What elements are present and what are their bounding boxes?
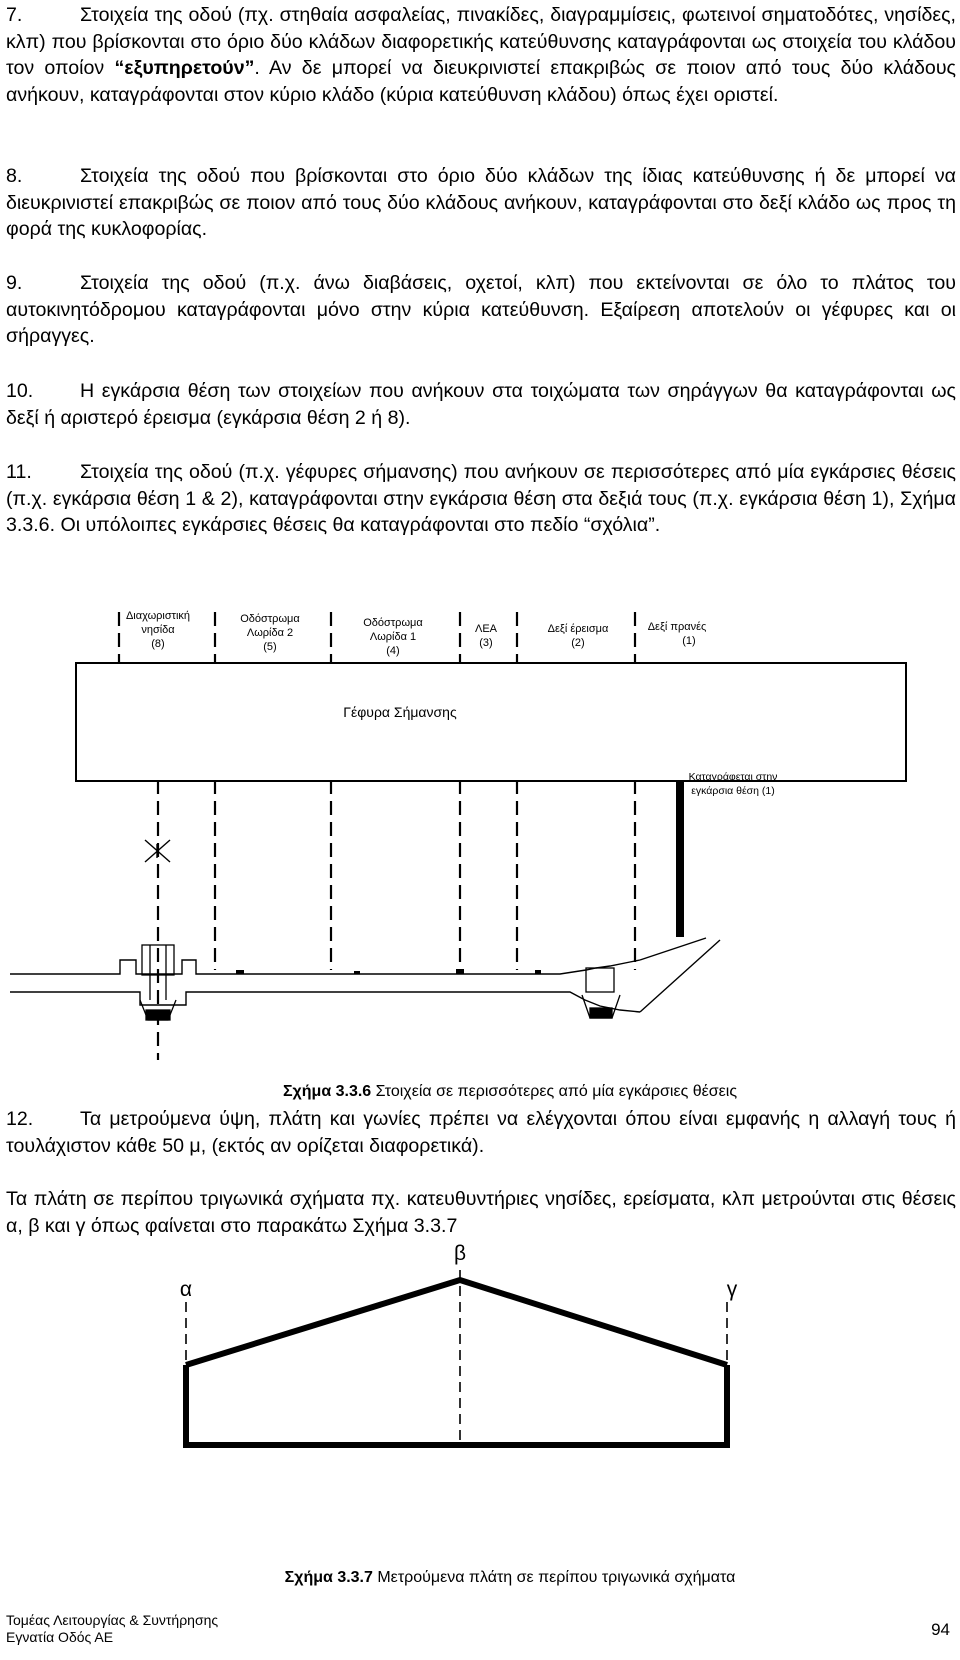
label-alpha: α [179,1278,193,1301]
footer-organization: Εγνατία Οδός ΑΕ [6,1629,114,1645]
paragraph-text: Στοιχεία της οδού (πχ. στηθαία ασφαλείας, πινακίδες, διαγραμμίσεις, φωτεινοί σηματοδότες, νησίδες, κλπ) που βρίσκονται στο όριο δύο κλάδων διαφορετικής κατεύθυνσης καταγράφονται ως στοιχεία του κλάδου τον οποίον [6,4,956,79]
column-label: (8) [151,638,165,650]
column-label: (4) [386,645,400,657]
figure-3-3-7-drawing [0,1240,960,1540]
column-label: Λωρίδα 1 [369,631,417,643]
page-number: 94 [931,1620,950,1639]
paragraph-13 [6,1186,956,1239]
column-label: Οδόστρωμα [363,617,423,629]
column-label: Διαχωριστική [125,610,191,622]
label-beta: β [453,1242,467,1265]
paragraph-9 [6,270,956,350]
paragraph-text: Η εγκάρσια θέση των στοιχείων που ανήκουν στα τοιχώματα των σηράγγων θα καταγράφονται ως δεξί ή αριστερό έρεισμα (εγκάρσια θέση 2 ή 8). [6,380,956,429]
paragraph-text: Στοιχεία της οδού (π.χ. άνω διαβάσεις, οχετοί, κλπ) που εκτείνονται σε όλο το πλάτος του αυτοκινητόδρομου καταγράφονται μόνο στην κύρια κατεύθυνση. Εξαίρεση αποτελούν οι γέφυρες και οι σήραγγες. [6,272,956,347]
column-label: Λωρίδα 2 [246,627,294,639]
paragraph-7 [6,2,956,108]
caption-text: Στοιχεία σε περισσότερες από μία εγκάρσιες θέσεις [371,1083,738,1100]
caption-text: Μετρούμενα πλάτη σε περίπου τριγωνικά σχήματα [372,1569,736,1586]
column-label: Οδόστρωμα [240,613,300,625]
column-label: (2) [571,637,585,649]
figure-3-3-6-caption [30,1082,960,1102]
gantry-support-column [676,781,684,937]
footer-department: Τομέας Λειτουργίας & Συντήρησης [6,1612,219,1628]
column-label: (5) [263,641,277,653]
figure-3-3-7-caption [30,1568,960,1588]
paragraph-12 [6,1106,956,1159]
column-label: (1) [682,635,696,647]
note-label: Καταγράφεται στην [688,771,778,783]
paragraph-text: Τα μετρούμενα ύψη, πλάτη και γωνίες πρέπει να ελέγχονται όπου είναι εμφανής η αλλαγή τους ή τουλάχιστον κάθε 50 μ, (εκτός αν ορίζεται διαφορετικά). [6,1108,956,1157]
paragraph-text: Στοιχεία της οδού (π.χ. γέφυρες σήμανσης) που ανήκουν σε περισσότερες από μία εγκάρσιες θέσεις (π.χ. εγκάρσια θέση 1 & 2), καταγράφονται στην εγκάρσια θέση στα δεξιά τους (π.χ. εγκάρσια θέση 1), Σχήμα 3.3.6. Οι υπόλοιπες εγκάρσιες θέσεις θα καταγράφονται στο πεδίο “σχόλια”. [6,461,956,536]
gantry-beam-label: Γέφυρα Σήμανσης [343,704,457,720]
page-footer [6,1612,218,1646]
triangle-shape [186,1280,727,1365]
paragraph-text: Στοιχεία της οδού που βρίσκονται στο όριο δύο κλάδων της ίδιας κατεύθυνσης ή δε μπορεί να διευκρινιστεί επακριβώς σε ποιον από τους δύο κλάδους ανήκουν, καταγράφονται στο δεξί κλάδο ως προς τη φορά της κυκλοφορίας. [6,165,956,240]
paragraph-text: . Αν δε μπορεί να διευκρινιστεί επακριβώς σε ποιον από τους δύο κλάδους ανήκουν, καταγράφονται στον κύριο κλάδο (κύρια κατεύθυνση κλάδου) όπως έχει οριστεί. [6,57,956,106]
column-label: Δεξί πρανές [647,621,707,633]
paragraph-number: 12. [6,1108,34,1130]
caption-label: Σχήμα 3.3.7 [284,1569,373,1586]
paragraph-number: 10. [6,380,34,402]
note-label: εγκάρσια θέση (1) [691,785,775,797]
paragraph-number: 8. [6,165,23,187]
paragraph-number: 9. [6,272,23,294]
paragraph-text: Τα πλάτη σε περίπου τριγωνικά σχήματα πχ. κατευθυντήριες νησίδες, ερείσματα, κλπ μετρούνται στις θέσεις α, β και γ όπως φαίνεται στο παρακάτω Σχήμα 3.3.7 [6,1188,956,1237]
column-label: (3) [479,637,493,649]
caption-label: Σχήμα 3.3.6 [282,1083,372,1100]
column-label: Δεξί έρεισμα [547,623,609,635]
column-label: ΛΕΑ [474,623,498,635]
label-gamma: γ [726,1278,738,1301]
paragraph-number: 7. [6,4,23,26]
figure-3-3-6-drawing [0,600,960,1070]
paragraph-11 [6,459,956,539]
column-label: νησίδα [141,624,175,636]
gantry-beam [76,663,906,781]
emphasis-text: “εξυπηρετούν” [114,57,255,79]
paragraph-number: 11. [6,461,32,483]
paragraph-8 [6,163,956,243]
paragraph-10 [6,378,956,431]
road-markers [236,969,541,974]
edge-drain [582,968,620,1018]
